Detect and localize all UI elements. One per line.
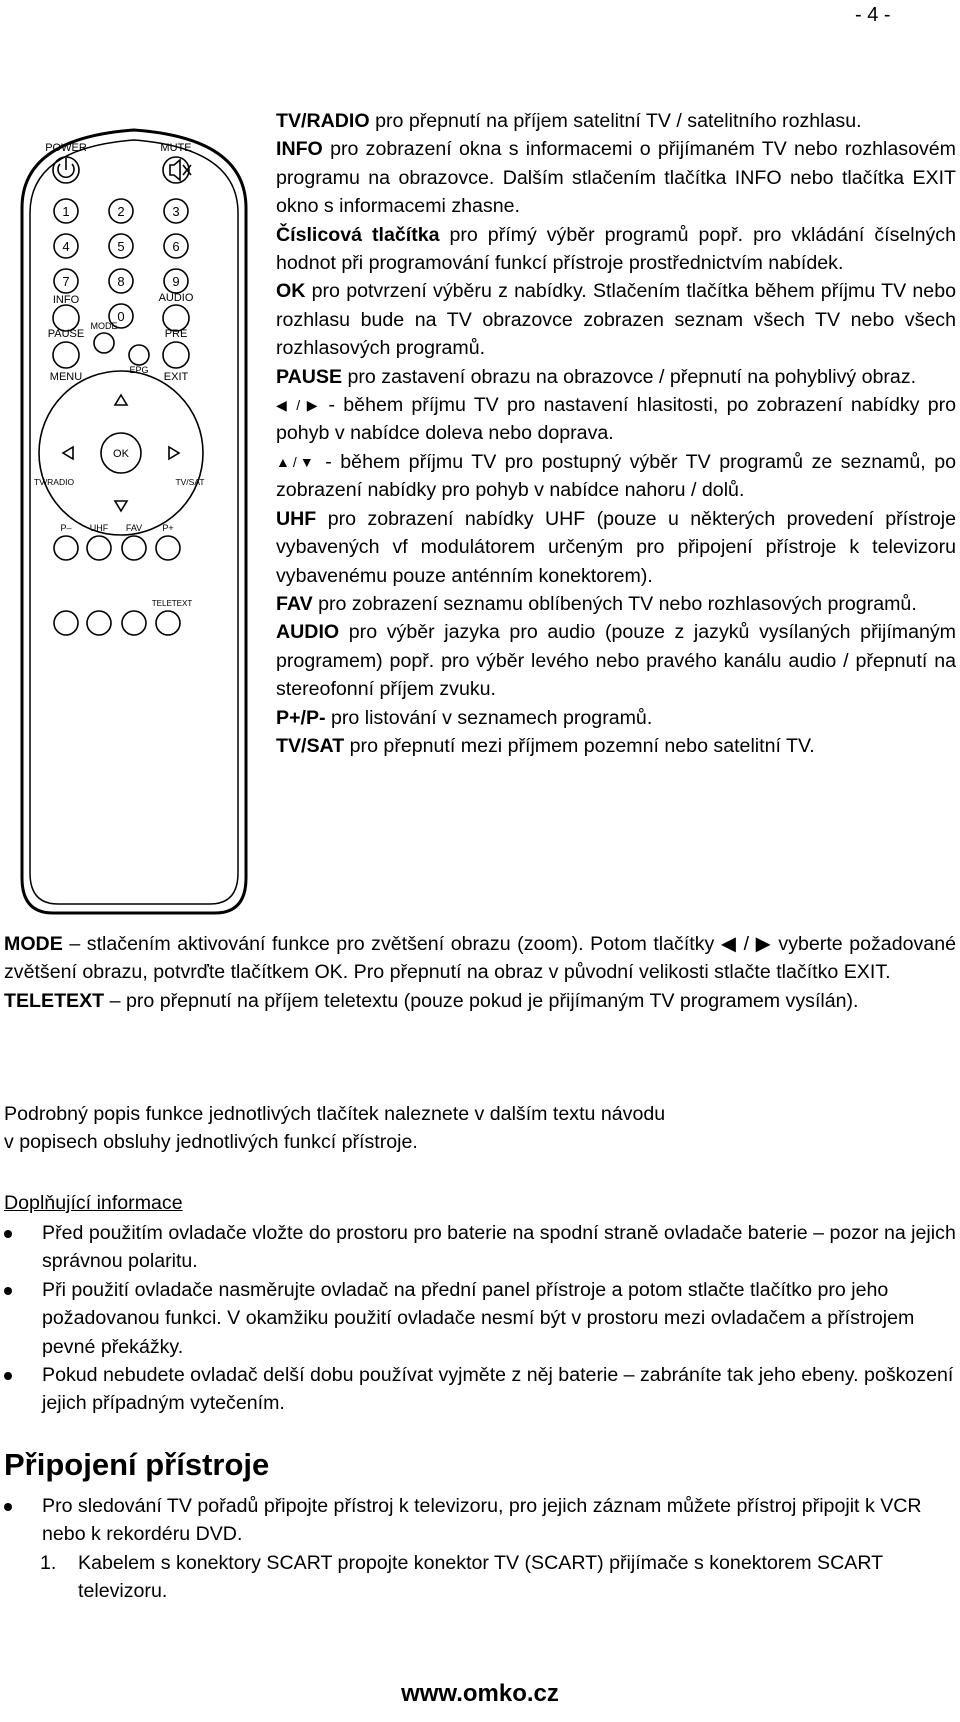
item-audio xyxy=(276,618,956,703)
list-item-text: Pokud nebudete ovladač delší dobu používat vyjměte z něj baterie – zabráníte tak jeho ebeny. poškození jejich případným vytečením. xyxy=(42,1364,954,1415)
note-line: v popisech obsluhy jednotlivých funkcí přístroje. xyxy=(4,1131,418,1154)
item-key: PAUSE xyxy=(276,365,343,388)
footer-url: www.omko.cz xyxy=(401,1680,559,1707)
item-key: TELETEXT xyxy=(4,989,105,1012)
remote-control-illustration xyxy=(0,118,268,918)
item-ok xyxy=(276,277,956,362)
connection-steps xyxy=(40,1549,940,1606)
remote-label-2: 2 xyxy=(117,204,125,219)
item-up-down xyxy=(276,448,956,505)
item-key: INFO xyxy=(276,138,323,161)
connection-heading: Připojení přístroje xyxy=(4,1447,270,1482)
bullet-icon xyxy=(4,1503,12,1511)
step-number: 1. xyxy=(40,1552,57,1574)
list-item xyxy=(4,1361,956,1418)
page-number: - 4 - xyxy=(855,4,891,26)
remote-label-tvradio: TV/RADIO xyxy=(33,477,75,487)
item-uhf xyxy=(276,505,956,590)
additional-info-heading: Doplňující informace xyxy=(4,1192,183,1214)
remote-label-1: 1 xyxy=(62,204,70,219)
note-line: Podrobný popis funkce jednotlivých tlačítek naleznete v dalším textu návodu xyxy=(4,1103,666,1125)
remote-label-tvsat: TV/SAT xyxy=(175,477,205,487)
remote-label-pause: PAUSE xyxy=(47,328,85,340)
remote-label-3: 3 xyxy=(172,204,180,219)
additional-info-list xyxy=(4,1219,956,1418)
remote-label-info: INFO xyxy=(52,294,80,306)
bullet-icon xyxy=(4,1372,12,1380)
remote-label-7: 7 xyxy=(62,274,70,289)
item-mode xyxy=(4,930,956,987)
remote-label-pminus: P– xyxy=(60,523,72,533)
item-key: AUDIO xyxy=(276,621,340,644)
item-key: Číslicová tlačítka xyxy=(276,223,440,246)
item-tvradio xyxy=(276,107,956,135)
item-text: pro přímý výběr programů popř. pro vkládání číselných hodnot při programování funkcí přístroje prostřednictvím nabídek. xyxy=(276,223,956,275)
list-item xyxy=(4,1492,956,1549)
left-right-arrows-icon: ◀ / ▶ xyxy=(276,397,321,414)
remote-label-power: POWER xyxy=(45,142,87,154)
list-item-text: Při použití ovladače nasměrujte ovladač na přední panel přístroje a potom stlačte tlačítko pro jeho požadovanou funkci. V okamžiku použití ovladače nesmí být v prostoru mezi ovladačem a přístrojem pevné překážky. xyxy=(42,1278,915,1358)
remote-label-mode: MODE xyxy=(90,321,118,331)
item-key: UHF xyxy=(276,507,317,530)
item-number-keys xyxy=(276,221,956,278)
item-text: pro zastavení obrazu na obrazovce / přepnutí na pohyblivý obraz. xyxy=(342,365,917,388)
list-item-text: Před použitím ovladače vložte do prostoru pro baterie na spodní straně ovladače baterie – pozor na jejich správnou polaritu. xyxy=(42,1222,956,1273)
item-text: pro výběr jazyka pro audio (pouze z jazyků vysílaných přijímaným programem) popř. pro výběr levého nebo pravého kanálu audio / přepnutí na stereofonní příjem zvuku. xyxy=(276,621,956,701)
item-key: TV/RADIO xyxy=(276,110,370,132)
item-left-right xyxy=(276,391,956,448)
item-pause xyxy=(276,363,956,391)
list-item xyxy=(4,1219,956,1276)
mode-teletext-block xyxy=(4,930,956,1015)
list-item-text: Pro sledování TV pořadů připojte přístroj k televizoru, pro jejich záznam můžete přístroj připojit k VCR nebo k rekordéru DVD. xyxy=(42,1495,922,1546)
item-text: – stlačením aktivování funkce pro zvětšení obrazu (zoom). Potom tlačítky ◀ / ▶ vyberte požadované zvětšení obrazu, potvrďte tlačítkem OK. Pro přepnutí na obraz v původní velikosti stlačte tlačítko EXIT. xyxy=(4,933,956,984)
remote-label-exit: EXIT xyxy=(163,371,189,383)
item-fav xyxy=(276,590,956,618)
bullet-icon xyxy=(4,1230,12,1238)
button-description-list xyxy=(276,107,956,760)
item-pplus-pminus xyxy=(276,704,956,732)
remote-label-audio: AUDIO xyxy=(158,292,194,304)
remote-label-6: 6 xyxy=(172,239,180,254)
remote-label-menu: MENU xyxy=(49,371,83,383)
remote-label-epg: EPG xyxy=(129,365,149,375)
item-key: MODE xyxy=(4,933,63,955)
remote-label-0: 0 xyxy=(117,309,125,324)
remote-label-mute: MUTE xyxy=(160,142,192,154)
item-key: OK xyxy=(276,280,306,303)
remote-label-uhf: UHF xyxy=(89,523,109,533)
item-key: TV/SAT xyxy=(276,734,345,757)
remote-label-4: 4 xyxy=(62,239,70,254)
remote-label-ok: OK xyxy=(113,448,129,460)
item-info xyxy=(276,135,956,220)
up-down-arrows-icon: ▲/▼ xyxy=(276,453,317,470)
list-item xyxy=(40,1549,940,1606)
remote-label-9: 9 xyxy=(172,274,180,289)
list-item xyxy=(4,1276,956,1361)
detail-note xyxy=(4,1100,956,1157)
connection-list xyxy=(4,1492,956,1549)
item-text: - během příjmu TV pro nastavení hlasitosti, po zobrazení nabídky pro pohyb v nabídce doleva nebo doprava. xyxy=(276,394,957,445)
item-text: pro přepnutí mezi příjmem pozemní nebo satelitní TV. xyxy=(344,734,815,757)
item-text: – pro přepnutí na příjem teletextu (pouze pokud je přijímaným TV programem vysílán). xyxy=(104,989,859,1012)
item-tvsat xyxy=(276,732,956,760)
item-text: pro listování v seznamech programů. xyxy=(325,706,653,729)
item-text: pro zobrazení nabídky UHF (pouze u některých provedení přístroje vybavených vf modulátorem určeným pro připojení přístroje k televizoru vybavenému pouze anténním konektorem). xyxy=(276,507,956,587)
item-teletext xyxy=(4,987,956,1015)
item-text: pro potvrzení výběru z nabídky. Stlačením tlačítka během příjmu TV nebo rozhlasu bude na TV obrazovce zobrazen seznam všech TV nebo všech rozhlasových programů. xyxy=(276,280,956,360)
item-text: - během příjmu TV pro postupný výběr TV programů ze seznamů, po zobrazení nabídky pro pohyb v nabídce nahoru / dolů. xyxy=(276,450,956,502)
item-text: pro zobrazení seznamu oblíbených TV nebo rozhlasových programů. xyxy=(312,592,917,615)
remote-label-5: 5 xyxy=(117,239,125,254)
item-key: FAV xyxy=(276,592,313,615)
remote-label-teletext: TELETEXT xyxy=(151,599,193,608)
item-text: pro zobrazení okna s informacemi o přijímaném TV nebo rozhlasovém programu na obrazovce. Dalším stlačením tlačítka INFO nebo tlačítka EXIT okno s informacemi zhasne. xyxy=(276,138,956,218)
item-key: P+/P- xyxy=(276,706,326,729)
remote-label-8: 8 xyxy=(117,274,125,289)
step-text: Kabelem s konektory SCART propojte konektor TV (SCART) přijímače s konektorem SCART televizoru. xyxy=(78,1552,883,1603)
remote-label-pplus: P+ xyxy=(162,523,174,533)
item-text: pro přepnutí na příjem satelitní TV / satelitního rozhlasu. xyxy=(369,110,862,132)
bullet-icon xyxy=(4,1287,12,1295)
remote-label-pre: PRE xyxy=(164,328,188,340)
remote-label-fav: FAV xyxy=(125,523,143,533)
